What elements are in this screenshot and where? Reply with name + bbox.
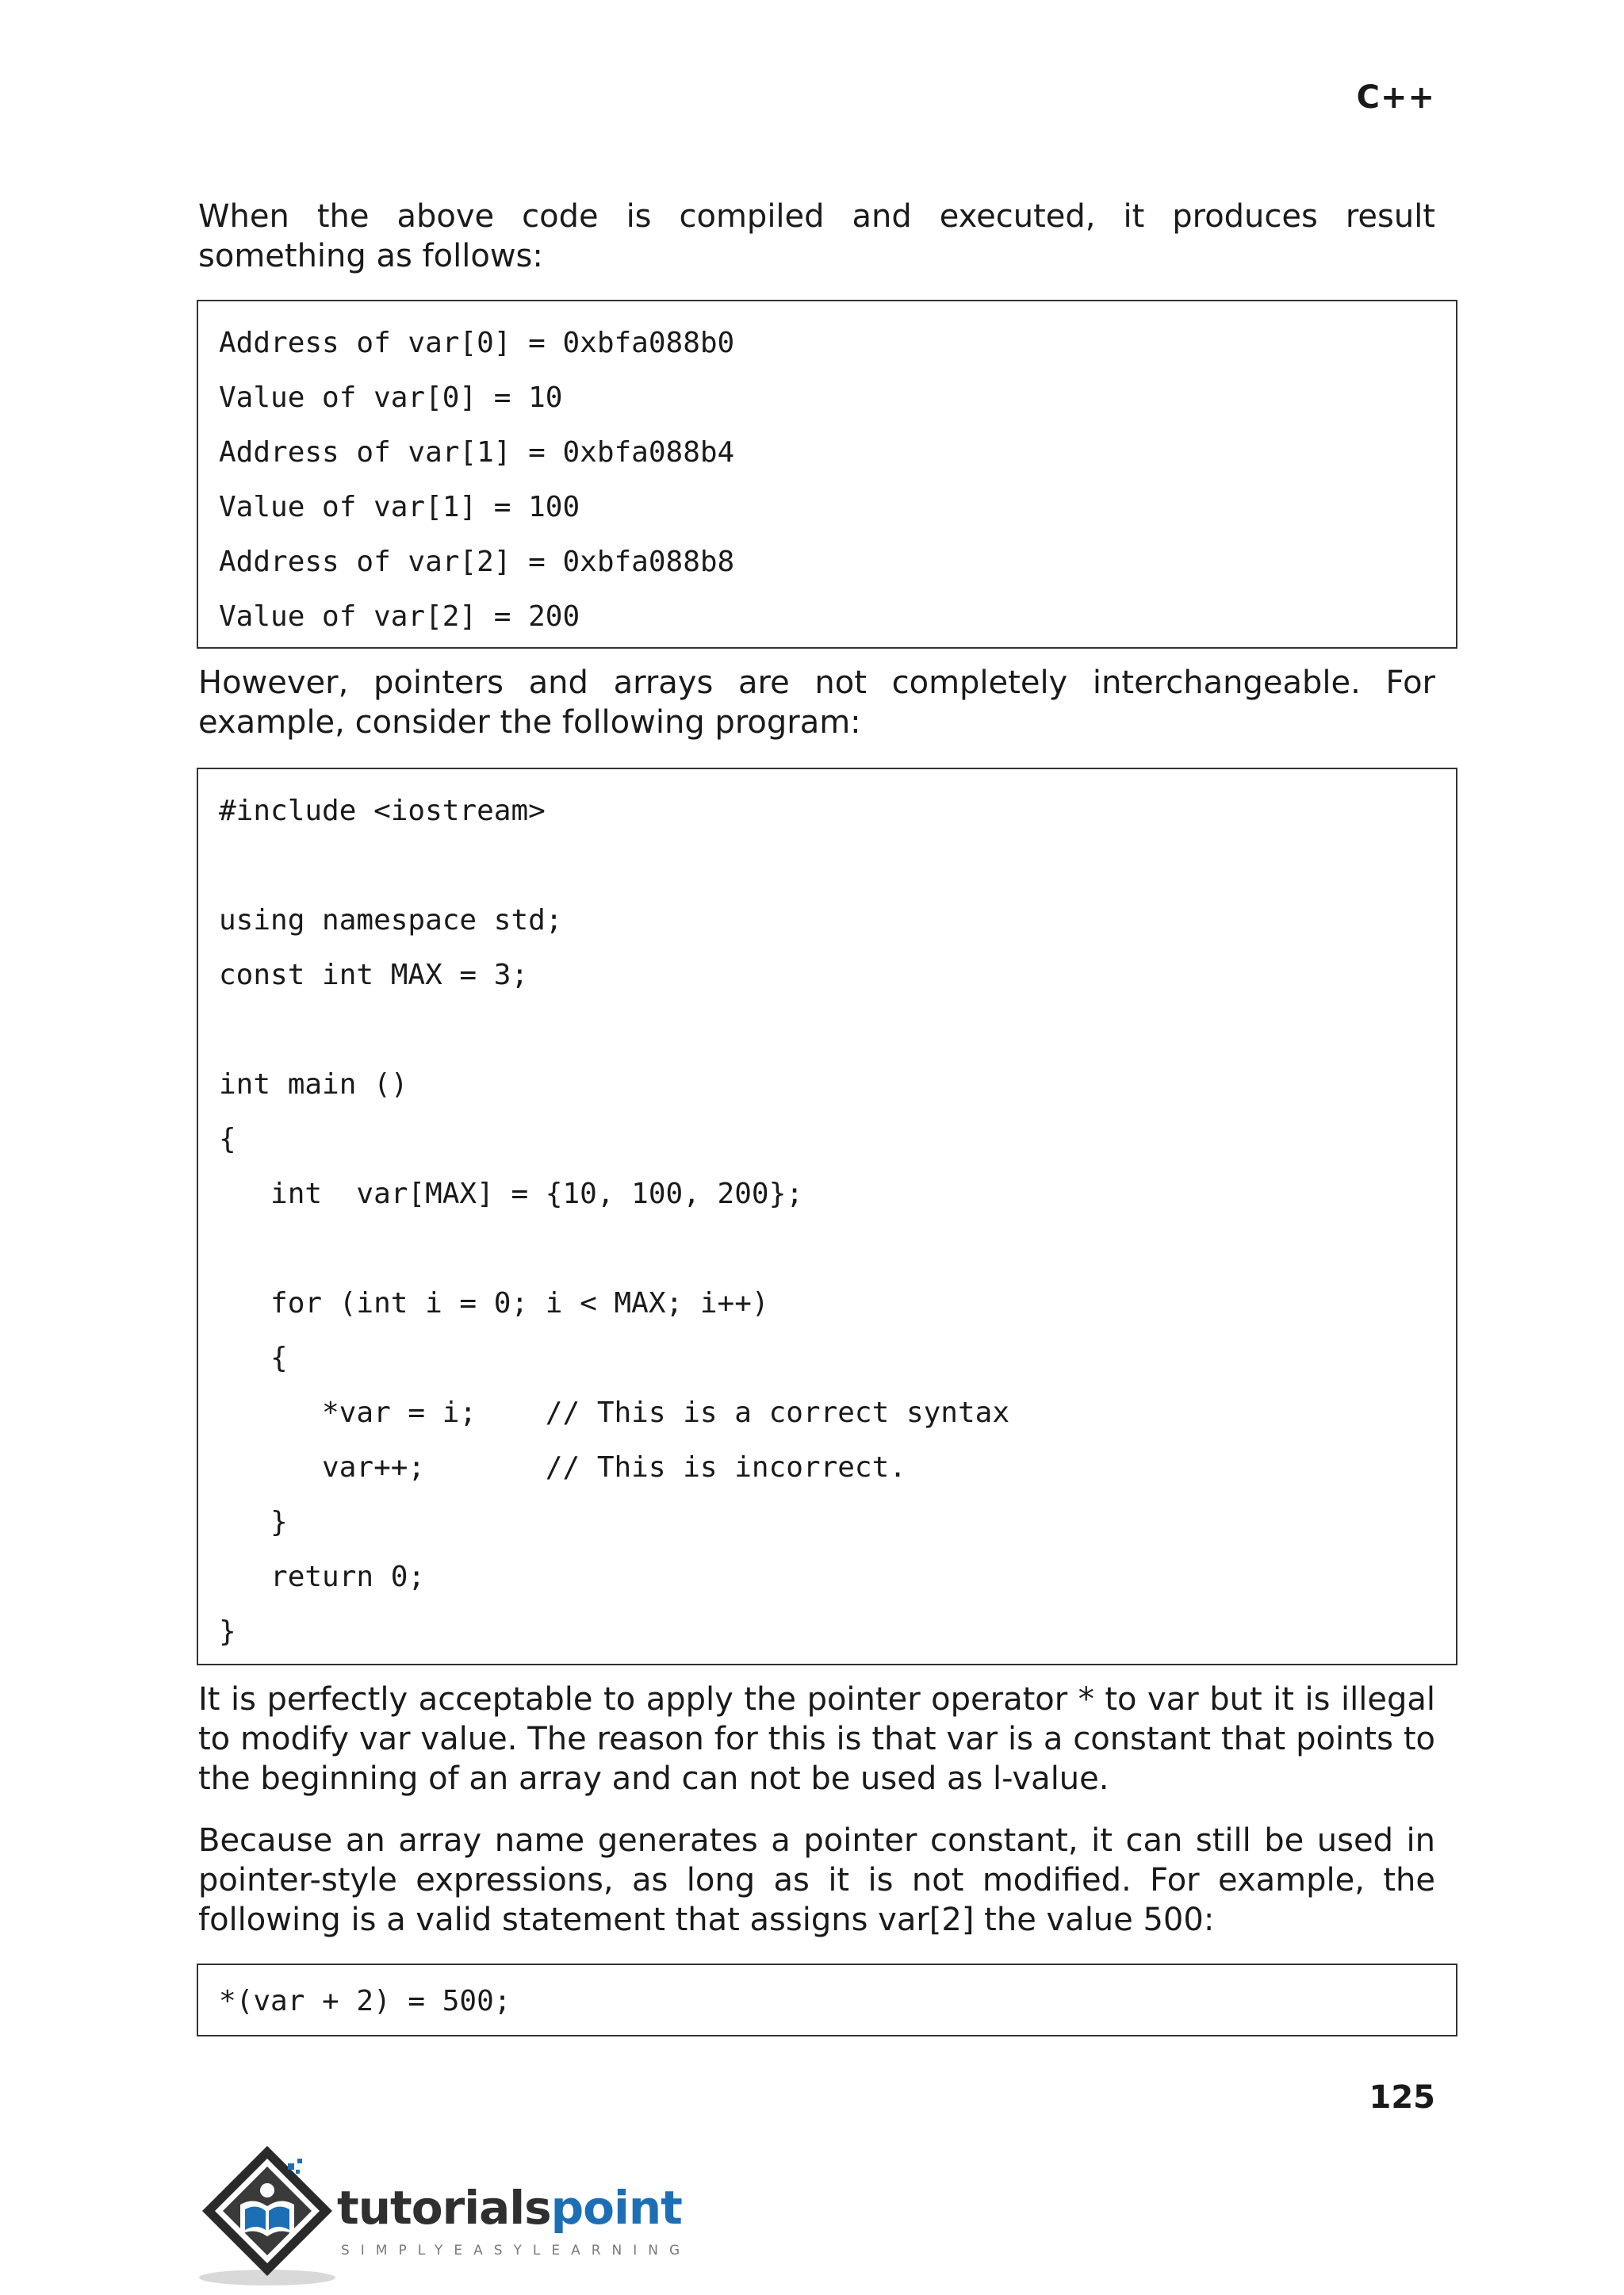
logo-tagline: SIMPLYEASYLEARNING <box>341 2243 691 2259</box>
paragraph-intro-output: When the above code is compiled and executed, it produces result something as follows: <box>198 198 1435 274</box>
output-code-block <box>197 300 1457 649</box>
page-number: 125 <box>1369 2079 1435 2116</box>
paragraph-interchangeable: However, pointers and arrays are not completely interchangeable. For example, consider the following program: <box>198 665 1435 741</box>
code-line: } <box>219 1615 236 1648</box>
code-line: Address of var[2] = 0xbfa088b8 <box>219 546 735 578</box>
code-line: Value of var[0] = 10 <box>219 381 563 414</box>
paragraph-pointer-constant: Because an array name generates a pointer constant, it can still be used in pointer-style expressions, as long as it is not modified. For example, the following is a valid statement that assigns var[2] the value 500: <box>198 1822 1435 1938</box>
code-line: Address of var[0] = 0xbfa088b0 <box>219 327 735 359</box>
code-line: Value of var[2] = 200 <box>219 600 580 633</box>
code-line: } <box>219 1506 288 1538</box>
code-line <box>219 838 1456 893</box>
code-line: Value of var[1] = 100 <box>219 491 580 523</box>
code-line <box>219 1221 1456 1276</box>
code-line: var++; // This is incorrect. <box>219 1451 906 1484</box>
code-line: Address of var[1] = 0xbfa088b4 <box>219 436 735 469</box>
paragraph-pointer-operator: It is perfectly acceptable to apply the pointer operator * to var but it is illegal to modify var value. The reason for this is that var is a constant that points to the beginning of an array and can not be used as l-value. <box>198 1681 1435 1797</box>
code-line: { <box>219 1342 288 1374</box>
code-line: *(var + 2) = 500; <box>219 1985 511 2017</box>
code-line: #include <iostream> <box>219 795 546 827</box>
logo-wordmark <box>337 2181 682 2235</box>
code-line: const int MAX = 3; <box>219 959 529 991</box>
program-code-block <box>197 768 1457 1665</box>
tutorialspoint-logo <box>194 2132 702 2290</box>
tutorialspoint-diamond-book-logo-icon <box>194 2132 353 2290</box>
code-line: int main () <box>219 1068 408 1101</box>
code-line: for (int i = 0; i < MAX; i++) <box>219 1287 769 1320</box>
code-line <box>219 1002 1456 1057</box>
page-header-title: C++ <box>1356 79 1435 116</box>
code-line: return 0; <box>219 1561 426 1593</box>
logo-word-point: point <box>550 2181 682 2235</box>
statement-code-block <box>197 1964 1457 2036</box>
logo-word-tutorials: tutorials <box>337 2181 551 2235</box>
code-line: int var[MAX] = {10, 100, 200}; <box>219 1178 803 1210</box>
code-line: *var = i; // This is a correct syntax <box>219 1397 1009 1429</box>
code-line: { <box>219 1123 236 1155</box>
code-line: using namespace std; <box>219 904 563 937</box>
